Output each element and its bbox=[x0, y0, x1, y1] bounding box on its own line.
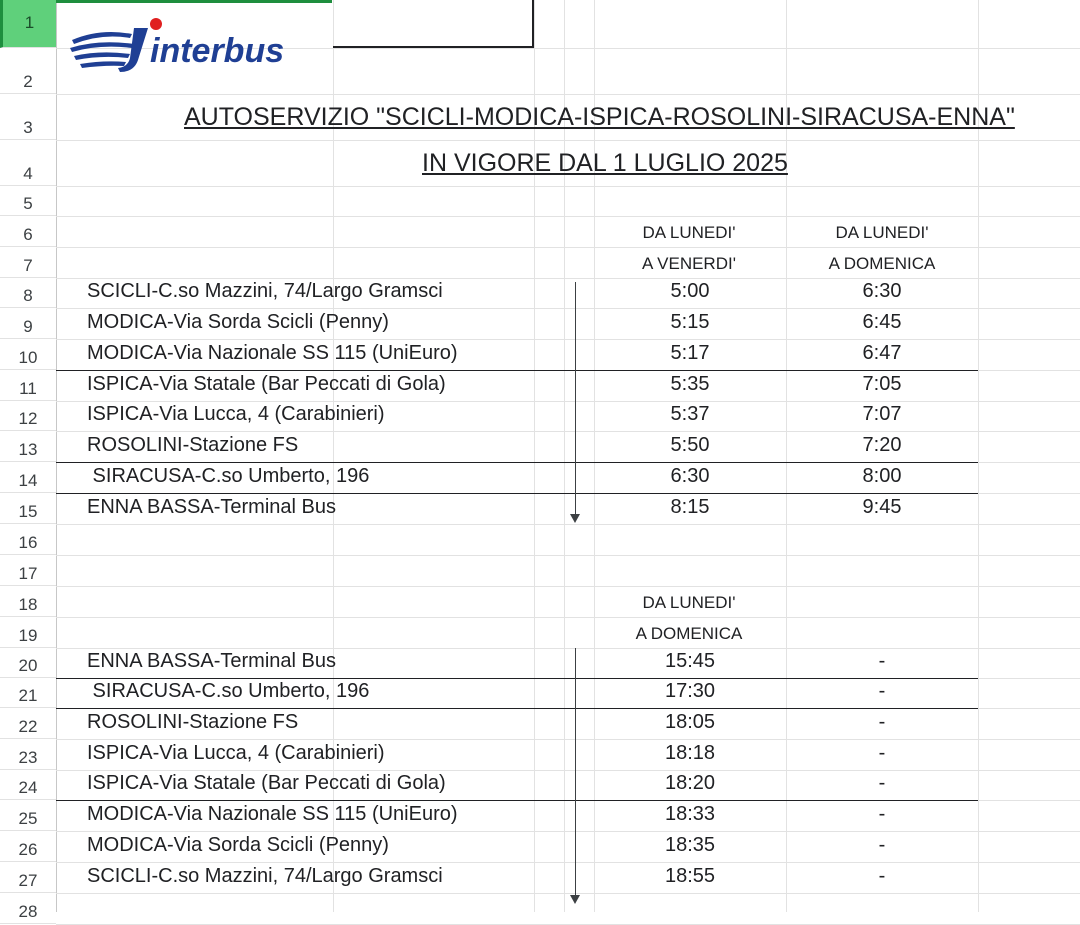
gridline bbox=[56, 739, 1080, 740]
departure-time[interactable]: 18:33 bbox=[664, 802, 716, 825]
departure-time[interactable]: - bbox=[878, 710, 886, 733]
arrow-down-icon bbox=[570, 895, 580, 904]
gridline bbox=[56, 247, 1080, 248]
stop-name[interactable]: SCICLI-C.so Mazzini, 74/Largo Gramsci bbox=[87, 864, 443, 887]
row-number[interactable]: 27 bbox=[0, 862, 56, 893]
departure-time[interactable]: 7:20 bbox=[862, 433, 902, 456]
departure-time[interactable]: 18:18 bbox=[664, 741, 716, 764]
departure-time[interactable]: 6:30 bbox=[862, 280, 902, 302]
outbound-col2-header-line1: DA LUNEDI' bbox=[835, 223, 929, 242]
row-number[interactable]: 10 bbox=[0, 339, 56, 370]
stop-name[interactable]: ISPICA-Via Statale (Bar Peccati di Gola) bbox=[87, 772, 446, 794]
departure-time[interactable]: - bbox=[878, 772, 886, 794]
row-number[interactable]: 25 bbox=[0, 800, 56, 831]
row-number[interactable]: 15 bbox=[0, 493, 56, 524]
section-divider bbox=[56, 462, 978, 463]
row-number[interactable]: 5 bbox=[0, 186, 56, 216]
stop-name[interactable]: ENNA BASSA-Terminal Bus bbox=[87, 650, 336, 672]
gridline bbox=[564, 0, 565, 912]
gridline bbox=[56, 555, 1080, 556]
row-number[interactable]: 22 bbox=[0, 708, 56, 739]
row-number[interactable]: 8 bbox=[0, 278, 56, 308]
gridline bbox=[56, 278, 1080, 279]
gridline bbox=[56, 893, 1080, 894]
departure-time[interactable]: 8:15 bbox=[670, 495, 710, 518]
stop-name[interactable]: ROSOLINI-Stazione FS bbox=[87, 710, 299, 733]
row-number[interactable]: 18 bbox=[0, 586, 56, 617]
departure-time[interactable]: 7:07 bbox=[862, 403, 902, 425]
stop-name[interactable]: MODICA-Via Sorda Scicli (Penny) bbox=[87, 833, 389, 856]
departure-time[interactable]: 5:15 bbox=[670, 310, 710, 333]
outbound-col1-header-line2: A VENERDI' bbox=[642, 254, 736, 273]
gridline bbox=[56, 831, 1080, 832]
row-number[interactable]: 24 bbox=[0, 770, 56, 800]
gridline bbox=[534, 0, 535, 912]
gridline bbox=[56, 770, 1080, 771]
gridline bbox=[56, 862, 1080, 863]
section-divider bbox=[56, 708, 978, 709]
gridline bbox=[56, 431, 1080, 432]
row-number[interactable]: 7 bbox=[0, 247, 56, 278]
departure-time[interactable]: 5:35 bbox=[670, 372, 710, 395]
row-number[interactable]: 2 bbox=[0, 48, 56, 94]
row-number[interactable]: 26 bbox=[0, 831, 56, 862]
departure-time[interactable]: 6:30 bbox=[670, 464, 710, 487]
row-number[interactable]: 4 bbox=[0, 140, 56, 186]
stop-name[interactable]: ISPICA-Via Lucca, 4 (Carabinieri) bbox=[87, 741, 385, 764]
departure-time[interactable]: - bbox=[878, 864, 886, 887]
row-number[interactable]: 21 bbox=[0, 678, 56, 708]
row-number[interactable]: 13 bbox=[0, 431, 56, 462]
stop-name[interactable]: SIRACUSA-C.so Umberto, 196 bbox=[87, 680, 370, 702]
row-number[interactable]: 1 bbox=[0, 0, 56, 48]
stop-name[interactable]: SCICLI-C.so Mazzini, 74/Largo Gramsci bbox=[87, 280, 443, 302]
title-line-2: IN VIGORE DAL 1 LUGLIO 2025 bbox=[422, 149, 788, 177]
outbound-col2-header-line2: A DOMENICA bbox=[828, 254, 936, 273]
direction-arrow-line bbox=[575, 648, 576, 895]
svg-text:interbus: interbus bbox=[150, 32, 285, 70]
departure-time[interactable]: 17:30 bbox=[664, 680, 716, 702]
stop-name[interactable]: MODICA-Via Nazionale SS 115 (UniEuro) bbox=[87, 802, 458, 825]
departure-time[interactable]: 5:50 bbox=[670, 433, 710, 456]
stop-name[interactable]: MODICA-Via Sorda Scicli (Penny) bbox=[87, 310, 389, 333]
departure-time[interactable]: 8:00 bbox=[862, 464, 902, 487]
departure-time[interactable]: 6:45 bbox=[862, 310, 902, 333]
row-number[interactable]: 19 bbox=[0, 617, 56, 648]
departure-time[interactable]: 7:05 bbox=[862, 372, 902, 395]
departure-time[interactable]: 18:55 bbox=[664, 864, 716, 887]
row-number[interactable]: 16 bbox=[0, 524, 56, 555]
departure-time[interactable]: 15:45 bbox=[664, 650, 716, 672]
departure-time[interactable]: - bbox=[878, 802, 886, 825]
stop-name[interactable]: MODICA-Via Nazionale SS 115 (UniEuro) bbox=[87, 341, 458, 364]
departure-time[interactable]: 18:05 bbox=[664, 710, 716, 733]
departure-time[interactable]: 5:17 bbox=[670, 341, 710, 364]
cell-border bbox=[532, 0, 534, 48]
selection-indicator bbox=[56, 0, 332, 3]
row-number[interactable]: 14 bbox=[0, 462, 56, 493]
inbound-col1-header-line1: DA LUNEDI' bbox=[642, 593, 736, 612]
interbus-logo bbox=[70, 14, 320, 76]
departure-time[interactable]: - bbox=[878, 833, 886, 856]
arrow-down-icon bbox=[570, 514, 580, 523]
row-number[interactable]: 20 bbox=[0, 648, 56, 678]
row-number[interactable]: 23 bbox=[0, 739, 56, 770]
row-number[interactable]: 12 bbox=[0, 401, 56, 431]
gridline bbox=[56, 216, 1080, 217]
gridline bbox=[56, 140, 1080, 141]
departure-time[interactable]: 18:20 bbox=[664, 772, 716, 794]
outbound-col1-header-line1: DA LUNEDI' bbox=[642, 223, 736, 242]
row-number[interactable]: 28 bbox=[0, 893, 56, 924]
departure-time[interactable]: - bbox=[878, 741, 886, 764]
row-number[interactable]: 3 bbox=[0, 94, 56, 140]
stop-name[interactable]: ISPICA-Via Lucca, 4 (Carabinieri) bbox=[87, 403, 385, 425]
gridline bbox=[56, 94, 1080, 95]
departure-time[interactable]: 6:47 bbox=[862, 341, 902, 364]
row-number[interactable]: 6 bbox=[0, 216, 56, 247]
departure-time[interactable]: 18:35 bbox=[664, 833, 716, 856]
cell-border bbox=[333, 46, 534, 48]
section-divider bbox=[56, 493, 978, 494]
stop-name[interactable]: ISPICA-Via Statale (Bar Peccati di Gola) bbox=[87, 372, 446, 395]
departure-time[interactable]: - bbox=[878, 650, 886, 672]
gridline bbox=[56, 524, 1080, 525]
stop-name[interactable]: ROSOLINI-Stazione FS bbox=[87, 433, 299, 456]
departure-time[interactable]: 9:45 bbox=[862, 495, 902, 518]
section-divider bbox=[56, 800, 978, 801]
row-number[interactable]: 11 bbox=[0, 370, 56, 401]
row-number[interactable]: 9 bbox=[0, 308, 56, 339]
gridline bbox=[56, 339, 1080, 340]
inbound-col1-header-line2: A DOMENICA bbox=[635, 624, 743, 643]
departure-time[interactable]: 5:37 bbox=[670, 403, 710, 425]
gridline bbox=[978, 0, 979, 912]
stop-name[interactable]: ENNA BASSA-Terminal Bus bbox=[87, 495, 336, 518]
row-number[interactable]: 17 bbox=[0, 555, 56, 586]
gridline bbox=[56, 308, 1080, 309]
stop-name[interactable]: SIRACUSA-C.so Umberto, 196 bbox=[87, 464, 370, 487]
gridline bbox=[56, 186, 1080, 187]
gridline bbox=[56, 648, 1080, 649]
departure-time[interactable]: 5:00 bbox=[670, 280, 710, 302]
title-line-1: AUTOSERVIZIO "SCICLI-MODICA-ISPICA-ROSOLINI-SIRACUSA-ENNA" bbox=[184, 103, 1015, 131]
direction-arrow-line bbox=[575, 282, 576, 514]
section-divider bbox=[56, 370, 978, 371]
gridline bbox=[56, 617, 1080, 618]
section-divider bbox=[56, 678, 978, 679]
gridline bbox=[56, 586, 1080, 587]
gridline bbox=[56, 401, 1080, 402]
departure-time[interactable]: - bbox=[878, 680, 886, 702]
